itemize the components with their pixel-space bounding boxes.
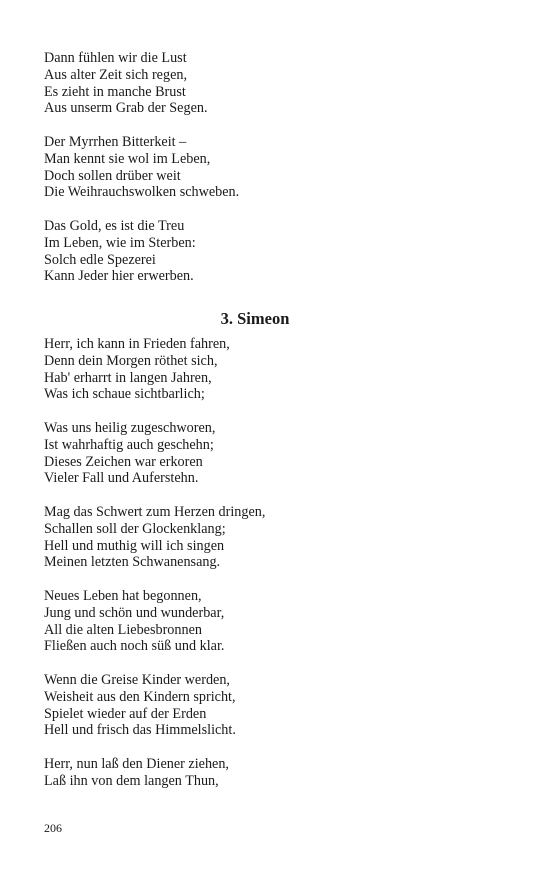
- poem-title: 3. Simeon: [220, 309, 290, 328]
- verse-line: Der Myrrhen Bitterkeit –: [44, 134, 187, 150]
- verse-line: Wenn die Greise Kinder werden,: [44, 672, 230, 688]
- stanza: [44, 672, 514, 739]
- verse-line: Kann Jeder hier erwerben.: [44, 268, 194, 285]
- verse-line: Ist wahrhaftig auch geschehn;: [44, 436, 214, 453]
- verse-line: Denn dein Morgen röthet sich,: [44, 352, 218, 369]
- verse-line: Spielet wieder auf der Erden: [44, 705, 207, 722]
- verse-line: Mag das Schwert zum Herzen dringen,: [44, 504, 266, 520]
- verse-line: Herr, nun laß den Diener ziehen,: [44, 756, 229, 772]
- verse-line: Doch sollen drüber weit: [44, 167, 181, 184]
- verse-line: Hab' erharrt in langen Jahren,: [44, 369, 212, 386]
- verse-line: Das Gold, es ist die Treu: [44, 218, 185, 234]
- verse-line: Die Weihrauchswolken schweben.: [44, 184, 240, 201]
- verse-line: Aus unserm Grab der Segen.: [44, 100, 208, 117]
- verse-line: Fließen auch noch süß und klar.: [44, 638, 225, 655]
- stanza: [44, 134, 514, 201]
- verse-line: Meinen letzten Schwanensang.: [44, 554, 221, 571]
- stanza: [44, 218, 514, 285]
- stanza: [44, 336, 514, 403]
- verse-line: Im Leben, wie im Sterben:: [44, 234, 196, 251]
- verse-line: Hell und muthig will ich singen: [44, 537, 225, 554]
- stanza: [44, 420, 514, 487]
- verse-line: Hell und frisch das Himmelslicht.: [44, 722, 236, 739]
- verse-line: Dieses Zeichen war erkoren: [44, 453, 203, 470]
- verse-line: Dann fühlen wir die Lust: [44, 50, 187, 66]
- verse-line: Schallen soll der Glockenklang;: [44, 520, 226, 537]
- verse-line: Neues Leben hat begonnen,: [44, 588, 202, 604]
- verse-line: Aus alter Zeit sich regen,: [44, 66, 188, 83]
- page-number: 206: [44, 821, 62, 835]
- verse-line: Vieler Fall und Auferstehn.: [44, 470, 199, 487]
- verse-line: Jung und schön und wunderbar,: [44, 604, 225, 621]
- stanza: [44, 588, 514, 655]
- verse-line: Laß ihn von dem langen Thun,: [44, 772, 219, 789]
- verse-line: Solch edle Spezerei: [44, 251, 156, 268]
- verse-line: Was uns heilig zugeschworen,: [44, 420, 216, 436]
- verse-line: Man kennt sie wol im Leben,: [44, 150, 211, 167]
- verse-line: Es zieht in manche Brust: [44, 83, 186, 100]
- verse-line: Herr, ich kann in Frieden fahren,: [44, 336, 230, 352]
- verse-line: Was ich schaue sichtbarlich;: [44, 386, 205, 403]
- stanza: [44, 50, 514, 117]
- verse-line: Weisheit aus den Kindern spricht,: [44, 688, 236, 705]
- verse-line: All die alten Liebesbronnen: [44, 621, 202, 638]
- stanza: [44, 756, 514, 790]
- stanza: [44, 504, 514, 571]
